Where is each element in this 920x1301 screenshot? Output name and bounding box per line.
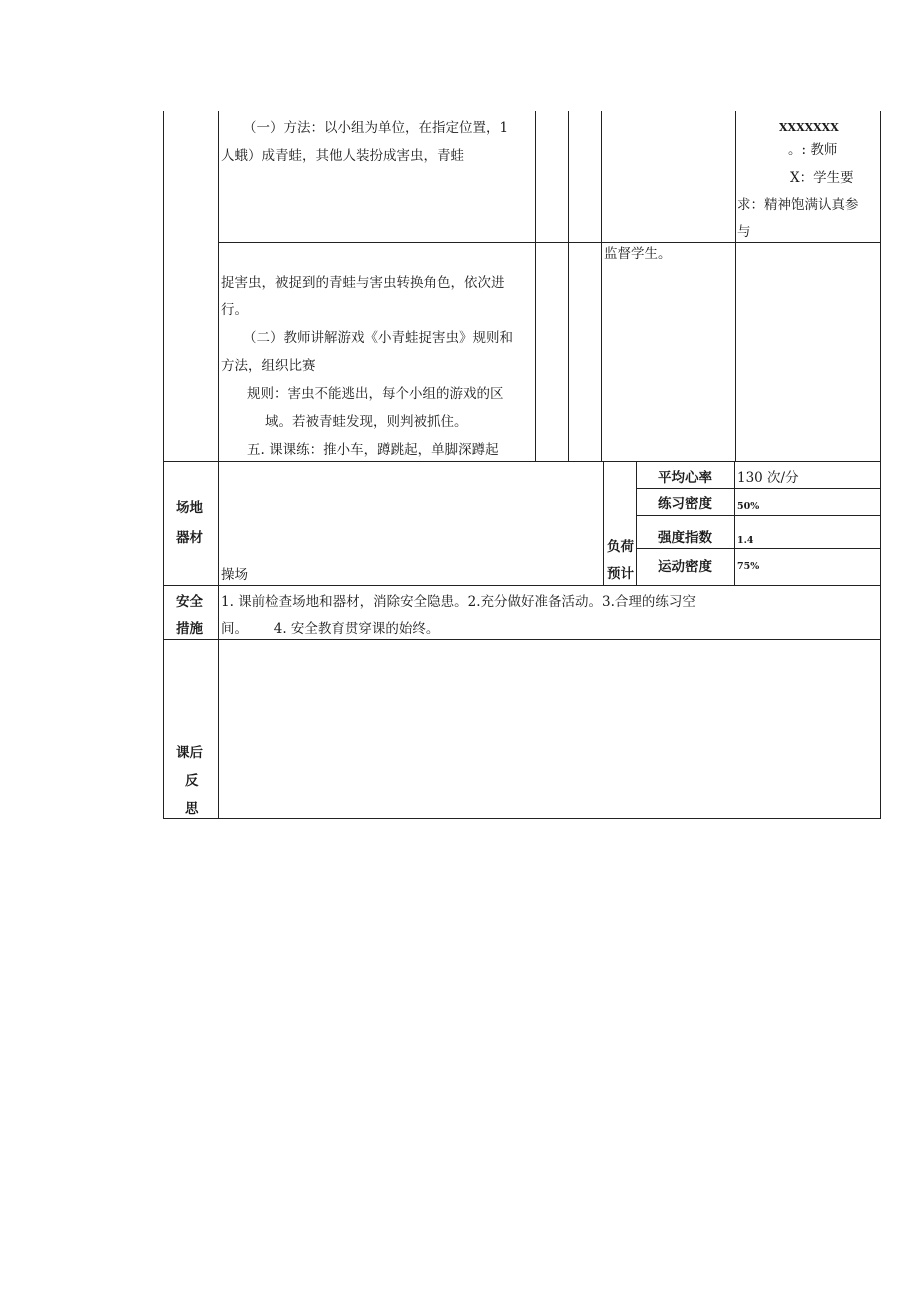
game-text-line: 捉害虫，被捉到的青蛙与害虫转换角色，依次进 bbox=[221, 275, 505, 291]
metric-value-exercise-density: 75% bbox=[737, 561, 760, 572]
safety-text-line: 1. 课前检查场地和器材，消除安全隐患。2.充分做好准备活动。3.合理的练习空 bbox=[221, 594, 696, 610]
method-text-line: 人蛾）成青蛙，其他人装扮成害虫，青蛙 bbox=[221, 148, 464, 164]
metric-value-intensity: 1.4 bbox=[737, 535, 754, 546]
table-border bbox=[601, 111, 602, 462]
teacher-note: 监督学生。 bbox=[604, 246, 672, 262]
reflection-label: 思 bbox=[185, 801, 199, 817]
safety-label: 安全 bbox=[176, 594, 203, 610]
table-border bbox=[568, 111, 569, 462]
safety-text-line: 间。 4. 安全教育贯穿课的始终。 bbox=[221, 621, 440, 637]
table-border bbox=[636, 462, 637, 586]
safety-label: 措施 bbox=[176, 621, 203, 637]
metric-label-exercise-density: 运动密度 bbox=[658, 559, 712, 575]
formation-legend-student: X：学生要 bbox=[790, 170, 854, 186]
table-border bbox=[163, 111, 164, 819]
venue-value: 操场 bbox=[221, 567, 248, 583]
metric-value-practice-density: 50% bbox=[737, 501, 760, 512]
table-border bbox=[535, 111, 536, 462]
table-border bbox=[603, 462, 604, 586]
metric-label-heart-rate: 平均心率 bbox=[658, 470, 712, 486]
metric-label-intensity: 强度指数 bbox=[658, 530, 712, 546]
table-border bbox=[163, 818, 881, 819]
formation-legend-teacher: 。: 教师 bbox=[788, 142, 838, 158]
load-estimate-label: 负荷 bbox=[607, 539, 634, 555]
reflection-label: 课后 bbox=[176, 745, 203, 761]
venue-label: 场地 bbox=[176, 500, 203, 516]
table-border bbox=[734, 462, 735, 586]
table-border bbox=[218, 242, 881, 243]
table-border bbox=[163, 585, 881, 586]
metric-label-practice-density: 练习密度 bbox=[658, 496, 712, 512]
method-text-line: （一）方法：以小组为单位，在指定位置，1 bbox=[243, 120, 509, 136]
reflection-label: 反 bbox=[185, 773, 199, 789]
game-rule-line: 规则：害虫不能逃出，每个小组的游戏的区 bbox=[247, 386, 504, 402]
table-border bbox=[880, 111, 881, 819]
game-text-line: （二）教师讲解游戏《小青蛙捉害虫》规则和 bbox=[243, 330, 513, 346]
requirement-text: 求：精神饱满认真参 bbox=[737, 197, 859, 213]
load-estimate-label: 预计 bbox=[607, 566, 634, 582]
game-text-line: 方法，组织比赛 bbox=[221, 358, 316, 374]
exercise-line: 五. 课课练：推小车，蹲跳起，单脚深蹲起 bbox=[247, 442, 499, 458]
metric-value-heart-rate: 130 次/分 bbox=[737, 470, 799, 486]
game-text-line: 行。 bbox=[221, 302, 248, 318]
venue-label: 器材 bbox=[176, 530, 203, 546]
table-border bbox=[735, 111, 736, 462]
requirement-text: 与 bbox=[737, 224, 751, 240]
game-rule-line: 域。若被青蛙发现，则判被抓住。 bbox=[265, 414, 468, 430]
teacher-formation-marks: XXXXXXX bbox=[779, 121, 839, 134]
table-border bbox=[218, 111, 219, 819]
